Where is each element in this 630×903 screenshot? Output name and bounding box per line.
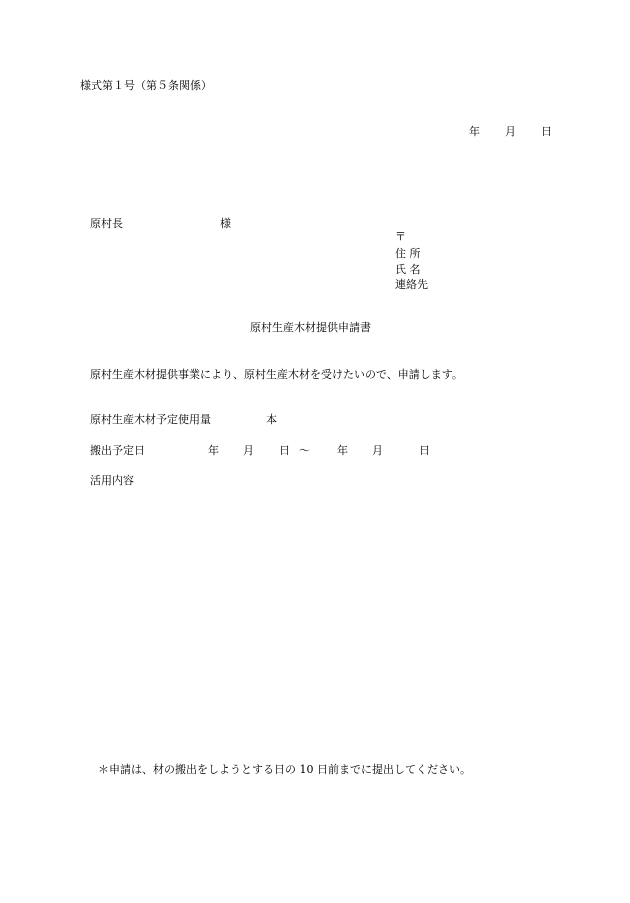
- date-month-label: 月: [505, 125, 516, 138]
- contact-label: 連絡先: [395, 278, 428, 291]
- application-statement: 原村生産木材提供事業により、原村生産木材を受けたいので、申請します。: [90, 368, 463, 381]
- document-title: 原村生産木材提供申請書: [250, 321, 371, 334]
- carry-start-day: 日: [279, 444, 290, 457]
- carry-end-year: 年: [337, 444, 348, 457]
- form-number: 様式第１号（第５条関係）: [80, 79, 212, 92]
- date-day-label: 日: [541, 125, 552, 138]
- carry-range-separator: 〜: [299, 444, 310, 457]
- usage-content-label: 活用内容: [90, 474, 134, 487]
- postal-mark: 〒: [395, 230, 406, 243]
- date-year-label: 年: [469, 125, 480, 138]
- carry-end-month: 月: [372, 444, 383, 457]
- quantity-unit: 本: [266, 413, 277, 426]
- carry-end-day: 日: [419, 444, 430, 457]
- addressee-title: 原村長: [90, 217, 123, 230]
- carry-start-month: 月: [243, 444, 254, 457]
- address-label: 住 所: [395, 247, 421, 260]
- name-label: 氏 名: [395, 263, 421, 276]
- carry-start-year: 年: [208, 444, 219, 457]
- quantity-label: 原村生産木材予定使用量: [90, 413, 211, 426]
- carry-out-date-label: 搬出予定日: [90, 444, 145, 457]
- addressee-honorific: 様: [220, 217, 231, 230]
- submission-note: ＊申請は、材の搬出をしようとする日の 10 日前までに提出してください。: [98, 763, 471, 776]
